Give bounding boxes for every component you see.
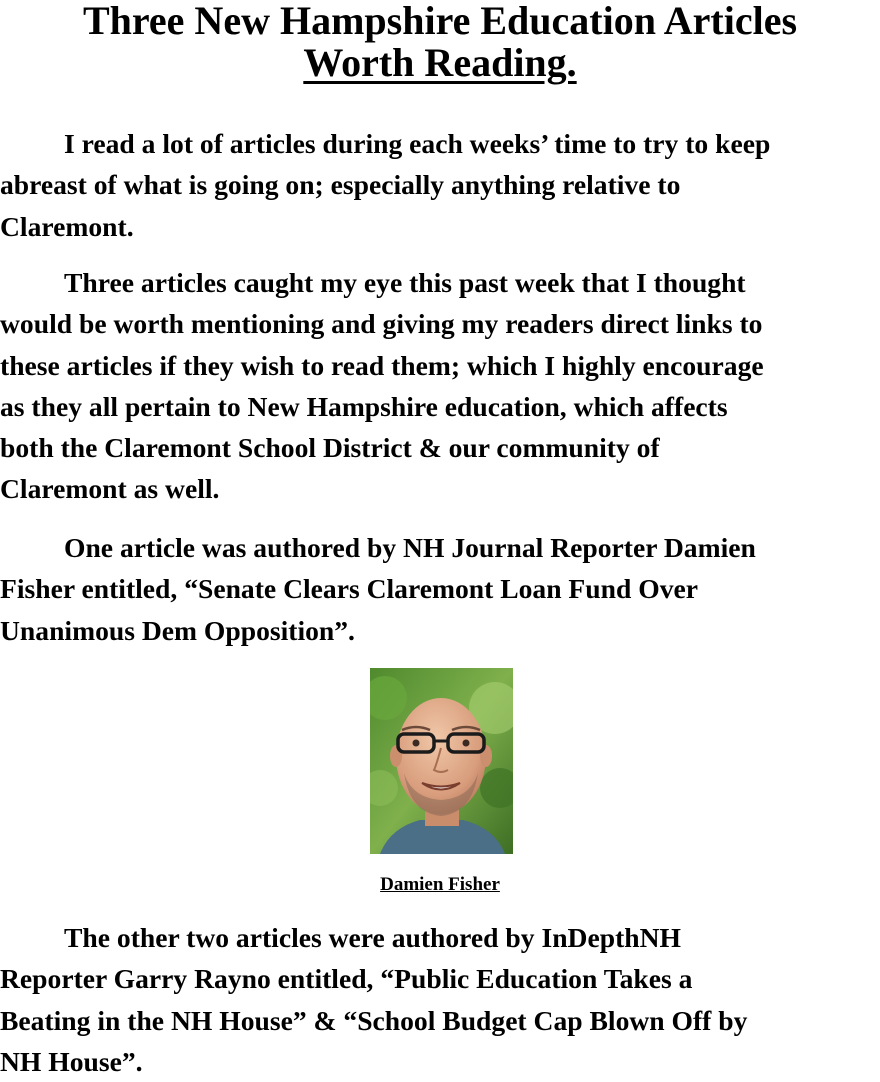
paragraph-fisher-article: One article was authored by NH Journal Reporter Damien Fisher entitled, “Senate Clears Claremont Loan Fund Over Unanimous Dem Opposition”. [0, 532, 756, 646]
title-line-2: Worth Reading. [303, 40, 577, 85]
paragraph-three-articles: Three articles caught my eye this past week that I thought would be worth mentioning and giving my readers direct links to these articles if they wish to read them; which I highly encourage as they all pertain to New Hampshire education, which affects both the Claremont School District & our community of Claremont as well. [0, 267, 764, 505]
paragraph-rayno-articles: The other two articles were authored by InDepthNH Reporter Garry Rayno entitled, “Public Education Takes a Beating in the NH House” & “School Budget Cap Blown Off by NH House”. [0, 922, 748, 1077]
title-line-1: Three New Hampshire Education Articles [82, 0, 798, 43]
author-photo [370, 668, 513, 854]
photo-caption: Damien Fisher [380, 874, 500, 895]
page-title [0, 0, 880, 84]
paragraph-intro: I read a lot of articles during each weeks’ time to try to keep abreast of what is going on; especially anything relative to Claremont. [0, 128, 771, 242]
